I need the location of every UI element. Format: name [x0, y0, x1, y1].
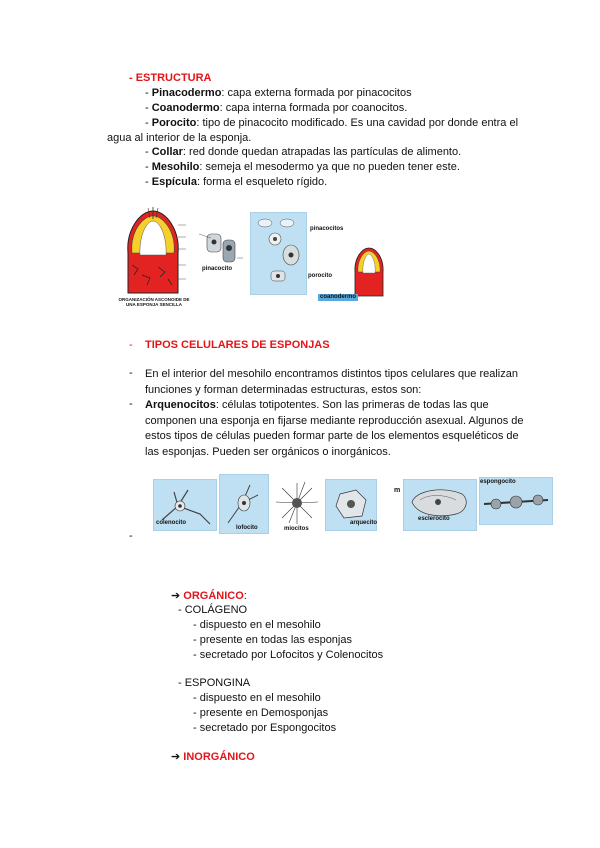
tipos-paragraph-arquenocitos: [145, 398, 524, 460]
item-desc: : tipo de pinacocito modificado. Es una cavidad por donde entra el: [196, 117, 519, 129]
label-arquecito: arquecito: [350, 520, 378, 526]
p2-bullet: -: [129, 398, 133, 410]
espongina-item: - presente en Demosponjas: [193, 707, 329, 719]
item-desc: : capa externa formada por pinacocitos: [221, 87, 412, 99]
cell-panel-arquecito: [325, 479, 377, 531]
item-desc: : forma el esqueleto rígido.: [196, 176, 328, 188]
item-desc: : red donde quedan atrapadas las partículas de alimento.: [182, 146, 462, 158]
inorganico-heading-line: [171, 750, 255, 763]
p2-line: estos tipos de células pueden formar parte de los elementos esqueléticos de: [145, 430, 519, 442]
item-dash: -: [145, 161, 152, 173]
cell-panel-miocitos: [271, 477, 323, 537]
espongina-item: - dispuesto en el mesohilo: [193, 692, 321, 704]
item-collar: [145, 146, 461, 158]
item-term: Coanodermo: [151, 102, 220, 114]
label-lofocito: lofocito: [236, 525, 258, 531]
miocitos-illustration: [272, 478, 322, 528]
p2-first-line: [145, 398, 524, 414]
asconoid-sponge-illustration: [118, 205, 188, 297]
item-term: Mesohilo: [151, 161, 200, 173]
organico-colon: :: [243, 590, 247, 602]
item-pinacodermo: [145, 87, 412, 99]
cell-photo-panel: [250, 212, 307, 295]
espongina-title: - ESPONGINA: [178, 677, 251, 689]
p2-line: las esponjas. Pueden ser orgánicos o inorgánicos.: [145, 445, 391, 458]
colageno-item: - presente en todas las esponjas: [193, 634, 352, 646]
arrow-icon: ➔: [171, 590, 181, 602]
label-esclerocito: esclerocito: [418, 516, 450, 522]
p2-line: componen una esponja en fijarse mediante reproducción asexual. Algunos de: [145, 414, 524, 427]
item-term: Espícula: [151, 176, 197, 188]
sponge-small-illustration: [352, 246, 386, 298]
item-dash: -: [145, 146, 152, 158]
pinacocyte-sketch-illustration: [197, 228, 245, 270]
esclerocito-illustration: [404, 480, 476, 530]
p1-line: En el interior del mesohilo encontramos distintos tipos celulares que realizan: [145, 368, 518, 380]
tipos-bullet: -: [129, 339, 133, 351]
item-dash: -: [145, 117, 152, 129]
espongina-item: - secretado por Espongocitos: [193, 722, 337, 734]
label-espongocito: espongocito: [480, 479, 516, 485]
item-espicula: [145, 176, 327, 188]
cell-panel-esclerocito: [403, 479, 477, 531]
label-colenocito: colenocito: [156, 520, 187, 526]
item-term: Pinacodermo: [151, 87, 222, 99]
figure-caption-left: ORGANIZACIÓN ASCONOIDE DE UNA ESPONJA SENCILLA: [118, 297, 190, 307]
item-term: Porocito: [151, 117, 197, 129]
p2-first-text: : células totipotentes. Son las primeras de todas las que: [215, 399, 489, 411]
organico-heading-line: [171, 589, 247, 602]
item-porocito: [145, 117, 518, 129]
item-term: Collar: [151, 146, 183, 158]
empty-bullet: -: [129, 530, 133, 542]
p1-bullet: -: [129, 367, 133, 379]
item-mesohilo: [145, 161, 460, 173]
tipos-heading: TIPOS CELULARES DE ESPONJAS: [145, 339, 330, 351]
cell-panel-colenocito: [153, 479, 217, 531]
organico-heading: ORGÁNICO: [183, 590, 244, 602]
cell-panel-lofocito: [219, 474, 269, 534]
estructura-heading: - ESTRUCTURA: [129, 72, 212, 84]
item-desc: : semeja el mesodermo ya que no pueden tener este.: [199, 161, 460, 173]
pinacocyte-micrograph-illustration: [251, 213, 306, 294]
p1-line: funciones y forman determinadas estructuras, estos son:: [145, 383, 422, 396]
arrow-icon: ➔: [171, 751, 181, 763]
coanodermo-label-box: [318, 294, 358, 301]
tipos-paragraph-1: [145, 367, 518, 398]
item-dash: -: [145, 102, 152, 114]
stray-letter: m: [394, 487, 401, 494]
item-porocito-continuation: agua al interior de la esponja.: [107, 132, 252, 144]
colageno-item: - secretado por Lofocitos y Colenocitos: [193, 649, 384, 661]
label-pinacocitos: pinacocitos: [310, 226, 344, 232]
label-miocitos: miocitos: [284, 526, 309, 532]
item-coanodermo: [145, 102, 407, 114]
item-dash: -: [145, 176, 152, 188]
p2-term: Arquenocitos: [145, 399, 216, 411]
colageno-title: - COLÁGENO: [178, 604, 248, 616]
item-dash: -: [145, 87, 152, 99]
item-desc: : capa interna formada por coanocitos.: [219, 102, 408, 114]
label-pinacocito: pinacocito: [202, 266, 233, 272]
inorganico-heading: INORGÁNICO: [183, 751, 255, 763]
label-coanodermo: coanodermo: [320, 294, 357, 300]
colageno-item: - dispuesto en el mesohilo: [193, 619, 321, 631]
label-porocito: porocito: [308, 273, 332, 279]
